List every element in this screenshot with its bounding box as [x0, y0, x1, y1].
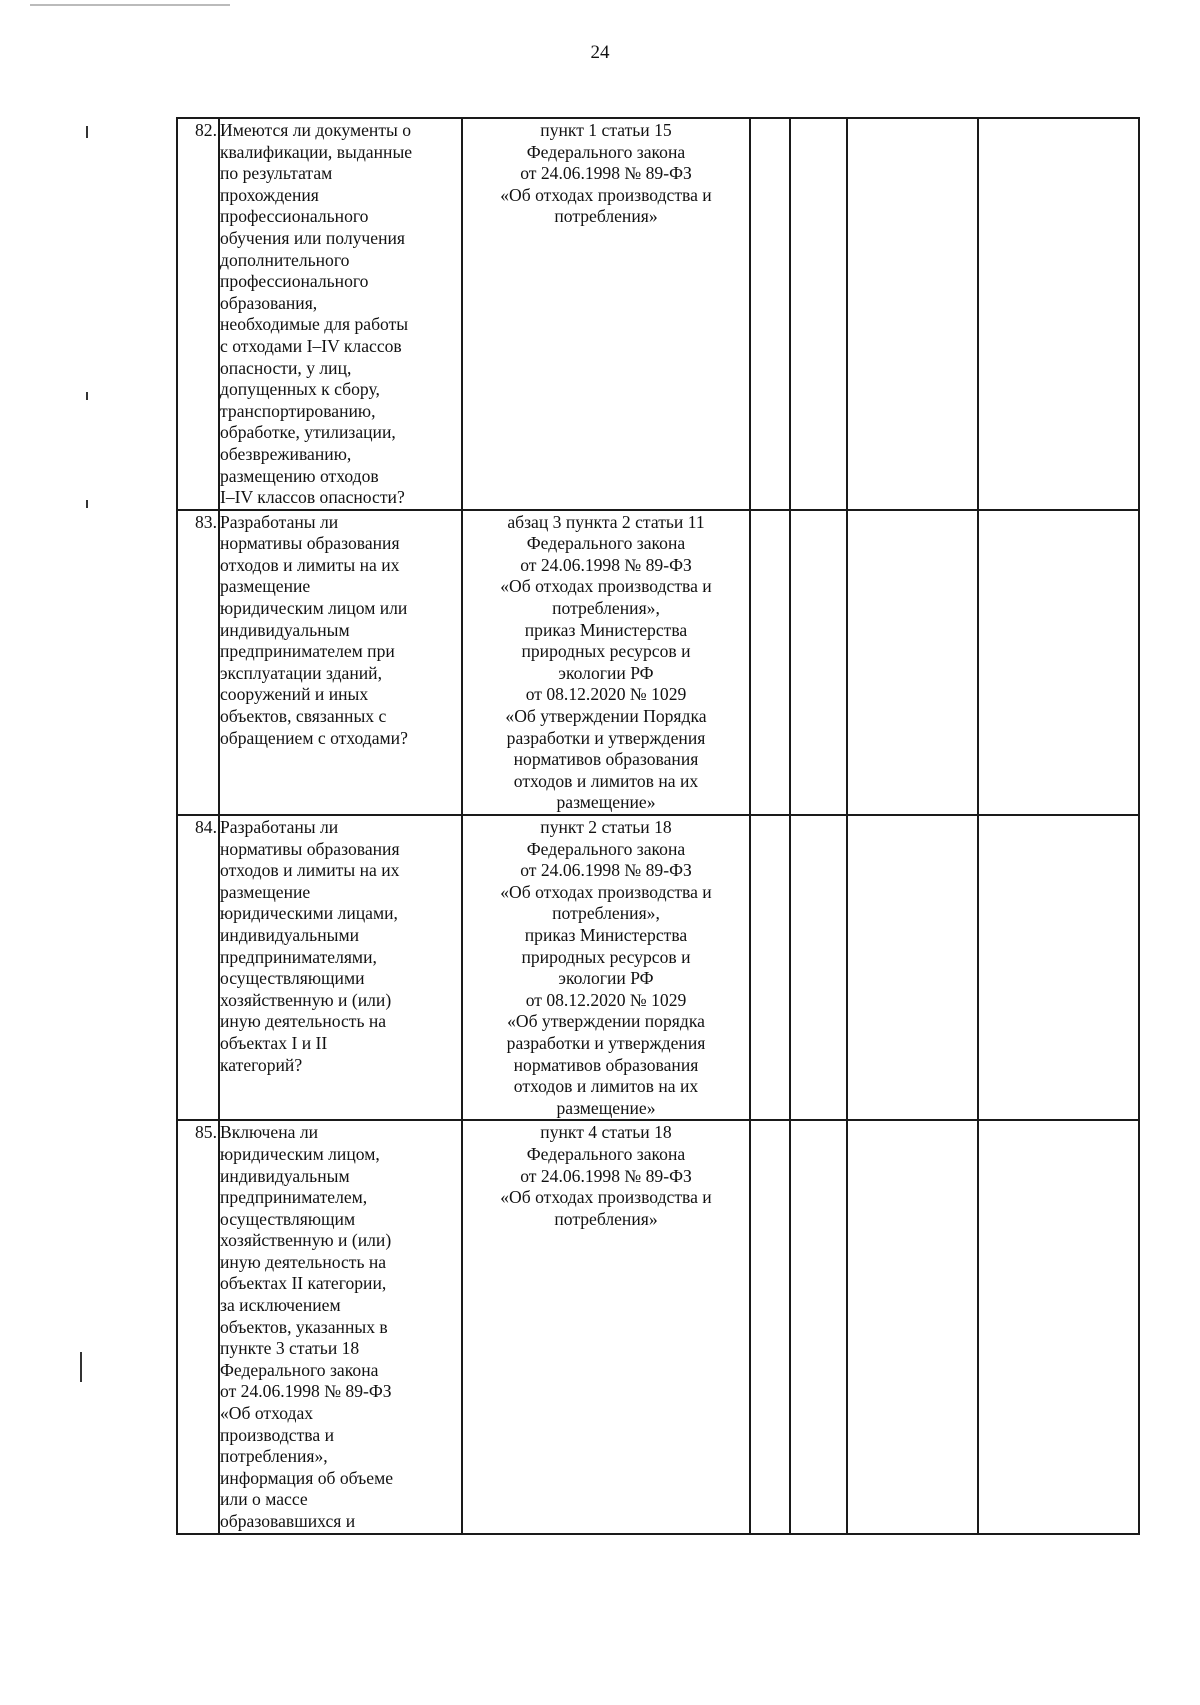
scan-artifact [86, 126, 88, 138]
reference-line: от 24.06.1998 № 89-ФЗ [520, 860, 692, 881]
question-line: нормативы образования [220, 533, 400, 554]
question-line: профессионального [220, 206, 369, 227]
reference-line: экологии РФ [558, 662, 654, 683]
reference-line: разработки и утверждения [506, 727, 706, 748]
answer-no-cell[interactable] [790, 118, 847, 510]
item-number-text: 82. [195, 120, 217, 140]
question-line: I–IV классов опасности? [220, 487, 405, 508]
page-number: 24 [590, 42, 610, 63]
item-number [177, 1120, 219, 1533]
item-number [177, 118, 219, 510]
requirement-question [219, 118, 462, 510]
question-line: предпринимателями, [220, 946, 377, 967]
question-line: индивидуальным [220, 619, 350, 640]
question-line: от 24.06.1998 № 89-ФЗ [220, 1381, 392, 1402]
reference-line: от 24.06.1998 № 89-ФЗ [520, 554, 692, 575]
question-line: транспортированию, [220, 400, 376, 421]
question-line: объектов, указанных в [220, 1316, 388, 1337]
reference-line: потребления» [554, 1208, 658, 1229]
legal-reference [462, 510, 750, 815]
question-line: объектов, связанных с [220, 706, 387, 727]
question-line: хозяйственную и (или) [220, 989, 392, 1010]
requirement-question [219, 1120, 462, 1533]
question-line: необходимые для работы [220, 314, 409, 335]
reference-line: Федерального закона [526, 838, 686, 859]
question-line: сооружений и иных [220, 684, 369, 705]
question-line: или о массе [220, 1489, 308, 1510]
reference-line: «Об утверждении Порядка [505, 706, 707, 727]
question-line: предпринимателем, [220, 1187, 368, 1208]
reference-line: природных ресурсов и [521, 946, 691, 967]
question-line: отходов и лимиты на их [220, 860, 400, 881]
question-line: иную деятельность на [220, 1251, 387, 1272]
answer-no-cell[interactable] [790, 1120, 847, 1533]
question-line: осуществляющим [220, 1208, 356, 1229]
question-line: обезвреживанию, [220, 443, 352, 464]
answer-not-applicable-cell[interactable] [847, 1120, 978, 1533]
question-line: информация об объеме [220, 1467, 394, 1488]
legal-reference [462, 815, 750, 1120]
reference-line: экологии РФ [558, 968, 654, 989]
scan-artifact [86, 392, 88, 400]
requirement-question [219, 815, 462, 1120]
scan-artifact [80, 1352, 82, 1382]
answer-not-applicable-cell[interactable] [847, 118, 978, 510]
reference-line: абзац 3 пункта 2 статьи 11 [507, 511, 705, 532]
question-line: хозяйственную и (или) [220, 1230, 392, 1251]
reference-line: нормативов образования [513, 749, 699, 770]
question-line: прохождения [220, 184, 319, 205]
question-line: образовавшихся и [220, 1511, 356, 1531]
reference-line: от 08.12.2020 № 1029 [525, 684, 687, 705]
question-line: Федерального закона [220, 1359, 379, 1380]
reference-line: пункт 4 статьи 18 [540, 1122, 672, 1143]
question-line: предпринимателем при [220, 641, 395, 662]
question-line: иную деятельность на [220, 1011, 387, 1032]
answer-no-cell[interactable] [790, 510, 847, 815]
question-line: обработке, утилизации, [220, 422, 396, 443]
reference-line: нормативов образования [513, 1054, 699, 1075]
reference-line: от 24.06.1998 № 89-ФЗ [520, 1165, 692, 1186]
item-number-text: 85. [195, 1122, 217, 1143]
question-line: опасности, у лиц, [220, 357, 352, 378]
reference-line: пункт 2 статьи 18 [540, 817, 672, 837]
reference-line: приказ Министерства [524, 619, 688, 640]
question-line: Разработаны ли [220, 511, 339, 532]
answer-no-cell[interactable] [790, 815, 847, 1120]
reference-line: потребления», [552, 598, 660, 619]
answer-yes-cell[interactable] [750, 1120, 790, 1533]
question-line: размещение [220, 881, 311, 902]
item-number [177, 815, 219, 1120]
question-line: квалификации, выданные [220, 141, 413, 162]
question-line: пункте 3 статьи 18 [220, 1338, 360, 1359]
question-line: осуществляющими [220, 968, 365, 989]
table-row [177, 118, 1139, 510]
legal-reference [462, 1120, 750, 1533]
question-line: потребления», [220, 1446, 328, 1467]
requirement-question [219, 510, 462, 815]
answer-not-applicable-cell[interactable] [847, 510, 978, 815]
question-line: юридическим лицом, [220, 1143, 380, 1164]
question-line: эксплуатации зданий, [220, 662, 382, 683]
reference-line: приказ Министерства [524, 924, 688, 945]
table-row [177, 815, 1139, 1120]
table-row [177, 510, 1139, 815]
reference-line: размещение» [556, 1097, 656, 1118]
reference-line: Федерального закона [526, 533, 686, 554]
question-line: обучения или получения [220, 227, 406, 248]
question-line: обращением с отходами? [220, 727, 408, 748]
question-line: категорий? [220, 1054, 303, 1075]
question-line: отходов и лимиты на их [220, 554, 400, 575]
reference-line: Федерального закона [526, 1143, 686, 1164]
question-line: профессионального [220, 271, 369, 292]
reference-line: отходов и лимитов на их [513, 770, 699, 791]
reference-line: природных ресурсов и [521, 641, 691, 662]
question-line: допущенных к сбору, [220, 379, 380, 400]
question-line: индивидуальными [220, 924, 359, 945]
item-number [177, 510, 219, 815]
question-line: юридическим лицом или [220, 598, 408, 619]
checklist-table [176, 117, 1140, 1535]
answer-not-applicable-cell[interactable] [847, 815, 978, 1120]
reference-line: размещение» [556, 792, 656, 813]
item-number-text: 84. [195, 817, 217, 837]
question-line: объектах I и II [220, 1032, 328, 1053]
reference-line: «Об отходах производства и [500, 576, 712, 597]
answer-yes-cell[interactable] [750, 118, 790, 510]
answer-yes-cell[interactable] [750, 510, 790, 815]
question-line: Включена ли [220, 1122, 319, 1143]
notes-cell[interactable] [978, 510, 1139, 815]
reference-line: потребления» [554, 206, 658, 227]
question-line: нормативы образования [220, 838, 400, 859]
reference-line: отходов и лимитов на их [513, 1076, 699, 1097]
item-number-text: 83. [195, 511, 217, 532]
reference-line: «Об отходах производства и [500, 184, 712, 205]
scan-artifact [86, 500, 88, 508]
reference-line: разработки и утверждения [506, 1032, 706, 1053]
scan-artifact [30, 4, 230, 6]
reference-line: от 24.06.1998 № 89-ФЗ [520, 163, 692, 184]
question-line: размещение [220, 576, 311, 597]
answer-yes-cell[interactable] [750, 815, 790, 1120]
question-line: за исключением [220, 1295, 341, 1316]
notes-cell[interactable] [978, 118, 1139, 510]
question-line: размещению отходов [220, 465, 379, 486]
reference-line: «Об отходах производства и [500, 881, 712, 902]
reference-line: Федерального закона [526, 141, 686, 162]
question-line: с отходами I–IV классов [220, 335, 402, 356]
reference-line: «Об отходах производства и [500, 1187, 712, 1208]
question-line: индивидуальным [220, 1165, 350, 1186]
legal-reference [462, 118, 750, 510]
question-line: юридическими лицами, [220, 903, 398, 924]
question-line: «Об отходах [220, 1403, 314, 1424]
question-line: Разработаны ли [220, 817, 339, 837]
reference-line: от 08.12.2020 № 1029 [525, 989, 687, 1010]
question-line: производства и [220, 1424, 334, 1445]
reference-line: потребления», [552, 903, 660, 924]
table-row [177, 1120, 1139, 1533]
question-line: образования, [220, 292, 318, 313]
question-line: дополнительного [220, 249, 350, 270]
question-line: по результатам [220, 163, 333, 184]
reference-line: «Об утверждении порядка [507, 1011, 705, 1032]
notes-cell[interactable] [978, 815, 1139, 1120]
reference-line: пункт 1 статьи 15 [540, 120, 672, 140]
question-line: объектах II категории, [220, 1273, 387, 1294]
notes-cell[interactable] [978, 1120, 1139, 1533]
question-line: Имеются ли документы о [220, 120, 412, 140]
